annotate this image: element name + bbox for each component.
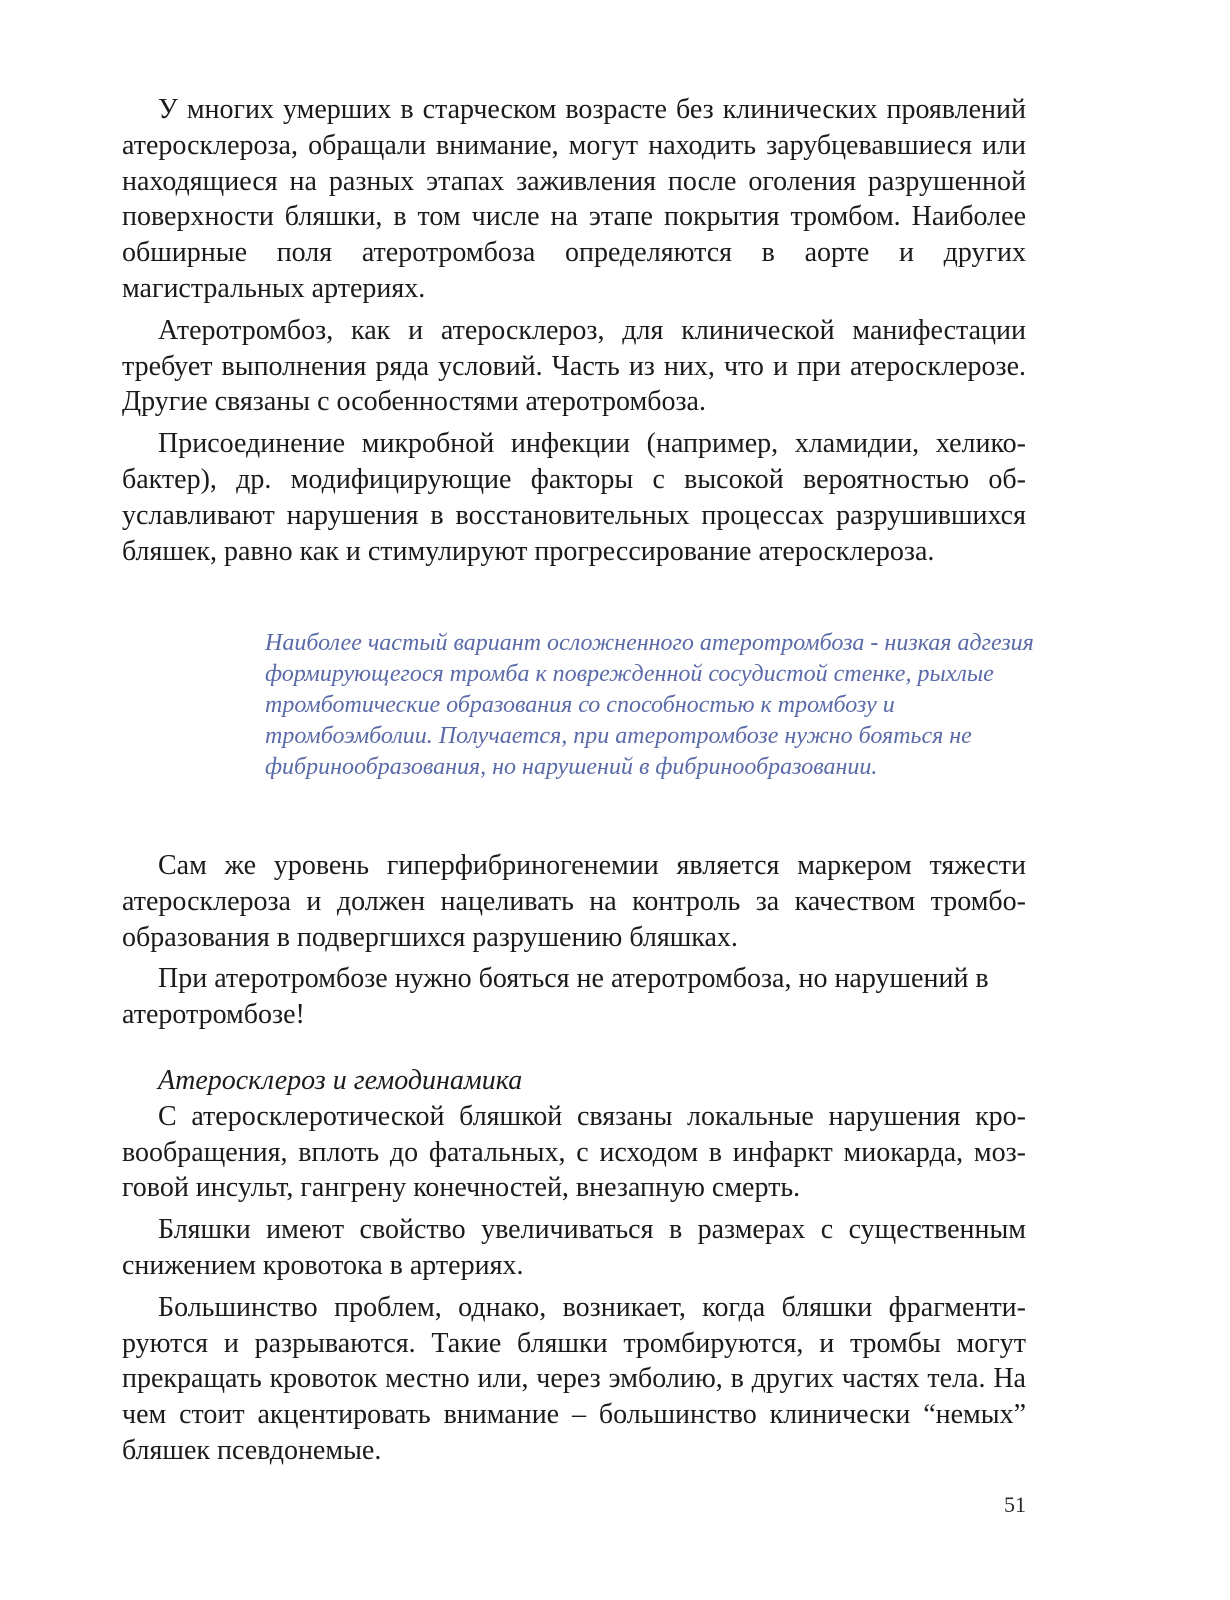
paragraph: При атеротромбозе нужно бояться не атеротромбоза, но нарушений в атеротромбозе! — [122, 963, 989, 1031]
body-text-top — [122, 92, 1026, 569]
section-atherosclerosis-hemodynamics — [122, 1063, 1026, 1469]
paragraph: Большинство проблем, однако, возникает, когда бляшки фрагментируются и разрываются. Такие бляшки тромбируются, и тромбы могут прекращать кровоток местно или, через эмболию, в других частях тела. На чем стоит акцентировать внимание – большинство клинически “немых” бляшек псевдонемые. — [122, 1291, 1026, 1466]
section-heading: Атеросклероз и гемодинамика — [158, 1065, 523, 1096]
highlight-quote — [265, 628, 1035, 783]
paragraph: Атеротромбоз, как и атеросклероз, для клинической манифестации требует выполнения ряда условий. Часть из них, что и при атеросклерозе. Другие связаны с особенностями атеротромбоза. — [122, 314, 1026, 418]
paragraph: У многих умерших в старческом возрасте без клинических проявлений атеросклероза, обращали внимание, могут находить зарубцевавшиеся или находящиеся на разных этапах заживления после оголения разрушенной поверхности бляшки, в том числе на этапе покрытия тромбом. Наиболее обширные поля атеротромбоза определяются в аорте и других магистральных артериях. — [122, 94, 1026, 304]
paragraph: Бляшки имеют свойство увеличиваться в размерах с существенным снижением кровотока в артериях. — [122, 1214, 1026, 1281]
quote-text: Наиболее частый вариант осложненного атеротромбоза - низкая адгезия формирующегося тромба к поврежденной сосудистой стенке, рыхлые тромботические образования со способностью к тромбозу и тромбоэмболии. Получается, при атеротромбозе нужно бояться не фибринообразования, но нарушений в фибринообразовании. — [265, 630, 1034, 780]
page-number: 51 — [1004, 1492, 1026, 1517]
paragraph: С атеросклеротической бляшкой связаны локальные нарушения кровообращения, вплоть до фатальных, с исходом в инфаркт миокарда, мозговой инсульт, гангрену конечностей, внезапную смерть. — [122, 1100, 1026, 1204]
paragraph: Сам же уровень гиперфибриногенемии является маркером тяжести атеросклероза и должен нацеливать на контроль за качеством тромбообразования в подвергшихся разрушению бляшках. — [122, 850, 1026, 953]
paragraph: Присоединение микробной инфекции (например, хламидии, хеликобактер), др. модифицирующие факторы с высокой вероятностью обуславливают нарушения в восстановительных процессах разрушившихся бляшек, равно как и стимулируют прогрессирование атеросклероза. — [122, 428, 1026, 567]
body-text-middle — [122, 848, 1026, 1033]
